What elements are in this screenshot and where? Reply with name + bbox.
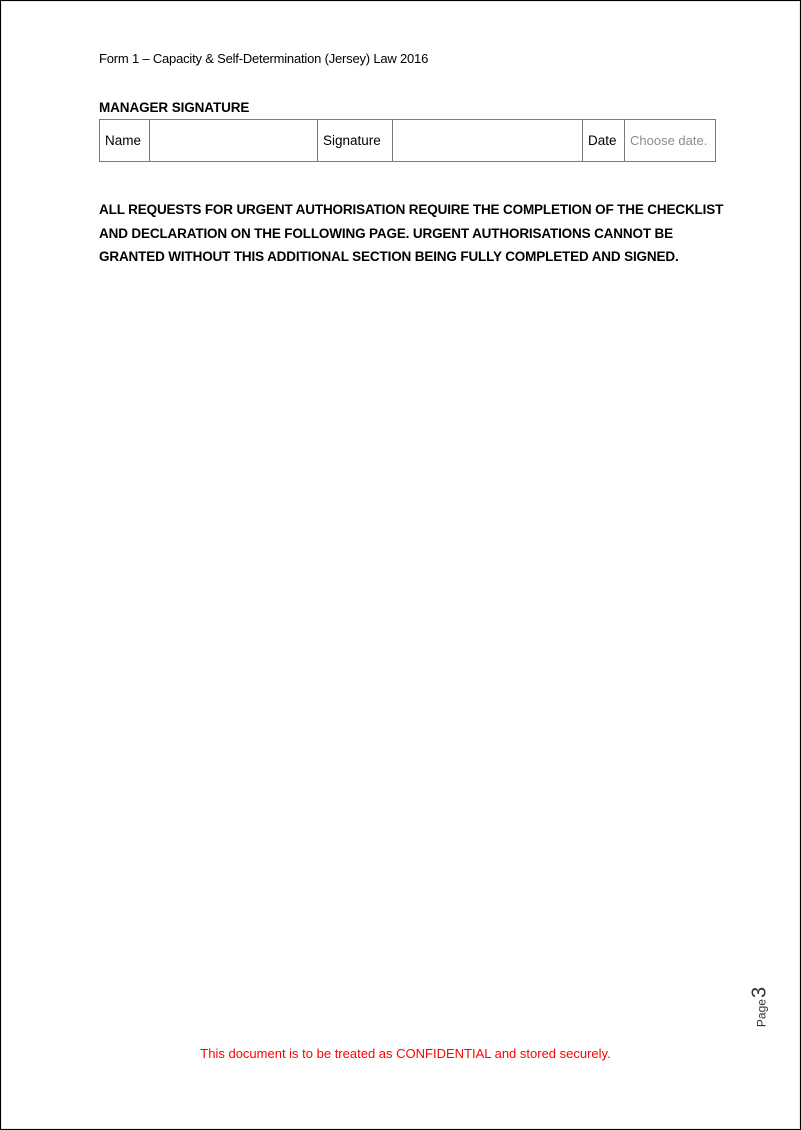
manager-signature-title: MANAGER SIGNATURE	[99, 100, 250, 115]
table-row	[100, 120, 716, 162]
form-header: Form 1 – Capacity & Self-Determination (Jersey) Law 2016	[99, 51, 429, 66]
page-number	[749, 984, 771, 1030]
urgent-authorisation-notice	[99, 198, 725, 269]
signature-label: Signature	[318, 120, 393, 162]
manager-signature-table	[99, 119, 716, 162]
page-number-label: Page	[754, 999, 769, 1028]
page-number-value: 3	[748, 986, 771, 999]
name-field[interactable]	[150, 120, 318, 162]
date-label: Date	[583, 120, 625, 162]
notice-line: GRANTED WITHOUT THIS ADDITIONAL SECTION BEING FULLY COMPLETED AND SIGNED.	[99, 249, 679, 264]
notice-line: AND DECLARATION ON THE FOLLOWING PAGE. URGENT AUTHORISATIONS CANNOT BE	[99, 225, 673, 241]
confidentiality-footer	[1, 1046, 801, 1061]
notice-line: ALL REQUESTS FOR URGENT AUTHORISATION REQUIRE THE COMPLETION OF THE CHECKLIST	[99, 202, 724, 217]
confidentiality-notice: This document is to be treated as CONFIDENTIAL and stored securely.	[200, 1046, 611, 1061]
signature-field[interactable]	[393, 120, 583, 162]
date-picker-field[interactable]: Choose date.	[625, 120, 716, 162]
name-label: Name	[100, 120, 150, 162]
